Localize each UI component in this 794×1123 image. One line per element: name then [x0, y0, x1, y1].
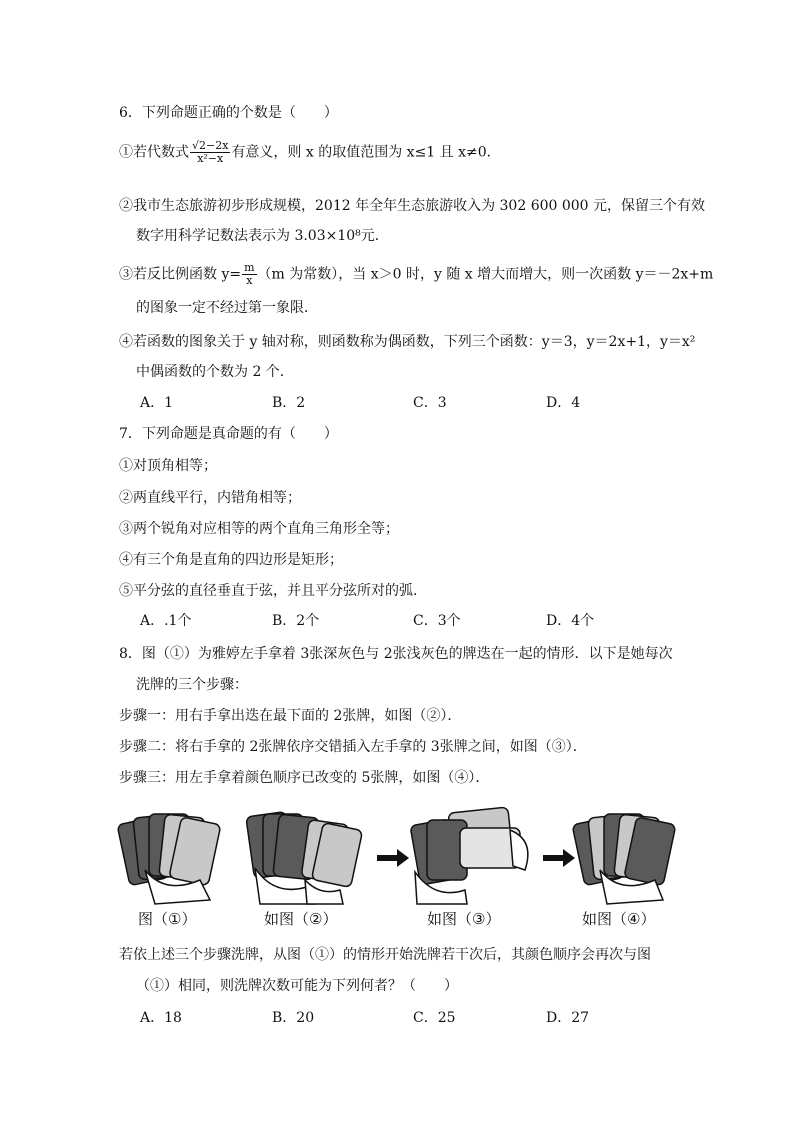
q6-statement-3: ③若反比例函数 y= $\frac{m}{x}$ （m 为常数），当 x＞0 时，y 随 x 增大而增大，则一次函数 y＝－2x+m: [119, 261, 714, 287]
q6-statement-1: ①若代数式 $\frac{√2-2x}{\text{x²−x}}$ 有意义，则 x 的取值范围为 x≤1 且 x≠0．: [119, 139, 501, 165]
q8-option-c[interactable]: C．25: [413, 1010, 456, 1026]
q7-item-3: ③两个锐角对应相等的两个直角三角形全等；: [119, 521, 399, 537]
q6-statement-4-line2: 中偶函数的个数为 2 个．: [136, 364, 294, 380]
q8-question-line2: （①）相同，则洗牌次数可能为下列何者？（ ）: [136, 978, 458, 994]
figure-1-cards: [117, 814, 221, 904]
q6-option-c[interactable]: C．3: [413, 395, 447, 411]
q6-option-a[interactable]: A．1: [140, 395, 174, 411]
q8-stem-line2: 洗牌的三个步骤：: [136, 677, 248, 693]
figure-3-cards: [410, 807, 528, 904]
q6-statement-2-line1: ②我市生态旅游初步形成规模，2012 年全年生态旅游收入为 302 600 000 元，保留三个有效: [119, 198, 706, 214]
q7-item-2: ②两直线平行，内错角相等；: [119, 490, 301, 506]
q8-stem-line1: 8．图（①）为雅婷左手拿着 3张深灰色与 2张浅灰色的牌迭在一起的情形．以下是她每次: [119, 646, 673, 662]
q7-item-5: ⑤平分弦的直径垂直于弦，并且平分弦所对的弧．: [119, 583, 427, 599]
q6-option-d[interactable]: D．4: [546, 395, 581, 411]
q7-item-4: ④有三个角是直角的四边形是矩形；: [119, 552, 343, 568]
q8-step-2: 步骤二：将右手拿的 2张牌依序交错插入左手拿的 3张牌之间，如图（③）．: [119, 739, 587, 755]
figure-2-caption: 如图（②）: [264, 910, 338, 928]
q8-question-line1: 若依上述三个步骤洗牌，从图（①）的情形开始洗牌若干次后，其颜色顺序会再次与图: [119, 947, 651, 963]
figure-3-caption: 如图（③）: [427, 910, 501, 928]
q7-option-d[interactable]: D．4个: [546, 613, 595, 629]
figure-4-caption: 如图（④）: [582, 910, 656, 928]
q8-step-1: 步骤一：用右手拿出迭在最下面的 2张牌，如图（②）．: [119, 708, 462, 724]
card-shuffle-illustration: [115, 800, 680, 905]
q8-option-d[interactable]: D．27: [546, 1010, 590, 1026]
q6-option-b[interactable]: B．2: [272, 395, 306, 411]
q6-s1-fraction: $\frac{√2-2x}{\text{x²−x}}$: [192, 139, 229, 165]
q7-option-b[interactable]: B．2个: [272, 613, 320, 629]
arrow-right-icon: [377, 849, 409, 867]
arrow-right-icon: [543, 849, 575, 867]
q8-option-a[interactable]: A．18: [140, 1010, 182, 1026]
q7-stem: 7．下列命题是真命题的有（ ）: [119, 426, 338, 442]
q6-s3-fraction: $\frac{m}{x}$: [244, 261, 255, 287]
q8-option-b[interactable]: B．20: [272, 1010, 315, 1026]
q6-statement-3-line2: 的图象一定不经过第一象限．: [136, 300, 318, 316]
q7-option-c[interactable]: C．3个: [413, 613, 461, 629]
q8-step-3: 步骤三：用左手拿着颜色顺序已改变的 5张牌，如图（④）．: [119, 770, 490, 786]
q7-option-a[interactable]: A．.1个: [140, 613, 192, 629]
figure-4-cards: [572, 814, 676, 904]
q6-stem: 6．下列命题正确的个数是（ ）: [119, 105, 338, 121]
q7-item-1: ①对顶角相等；: [119, 458, 217, 474]
q6-statement-4-line1: ④若函数的图象关于 y 轴对称，则函数称为偶函数，下列三个函数：y＝3，y＝2x+1，y＝x²: [119, 334, 696, 350]
q6-statement-2-line2: 数字用科学记数法表示为 3.03×10⁸元．: [136, 228, 389, 244]
figure-1-caption: 图（①）: [138, 910, 197, 928]
figure-2-cards: [246, 812, 363, 904]
